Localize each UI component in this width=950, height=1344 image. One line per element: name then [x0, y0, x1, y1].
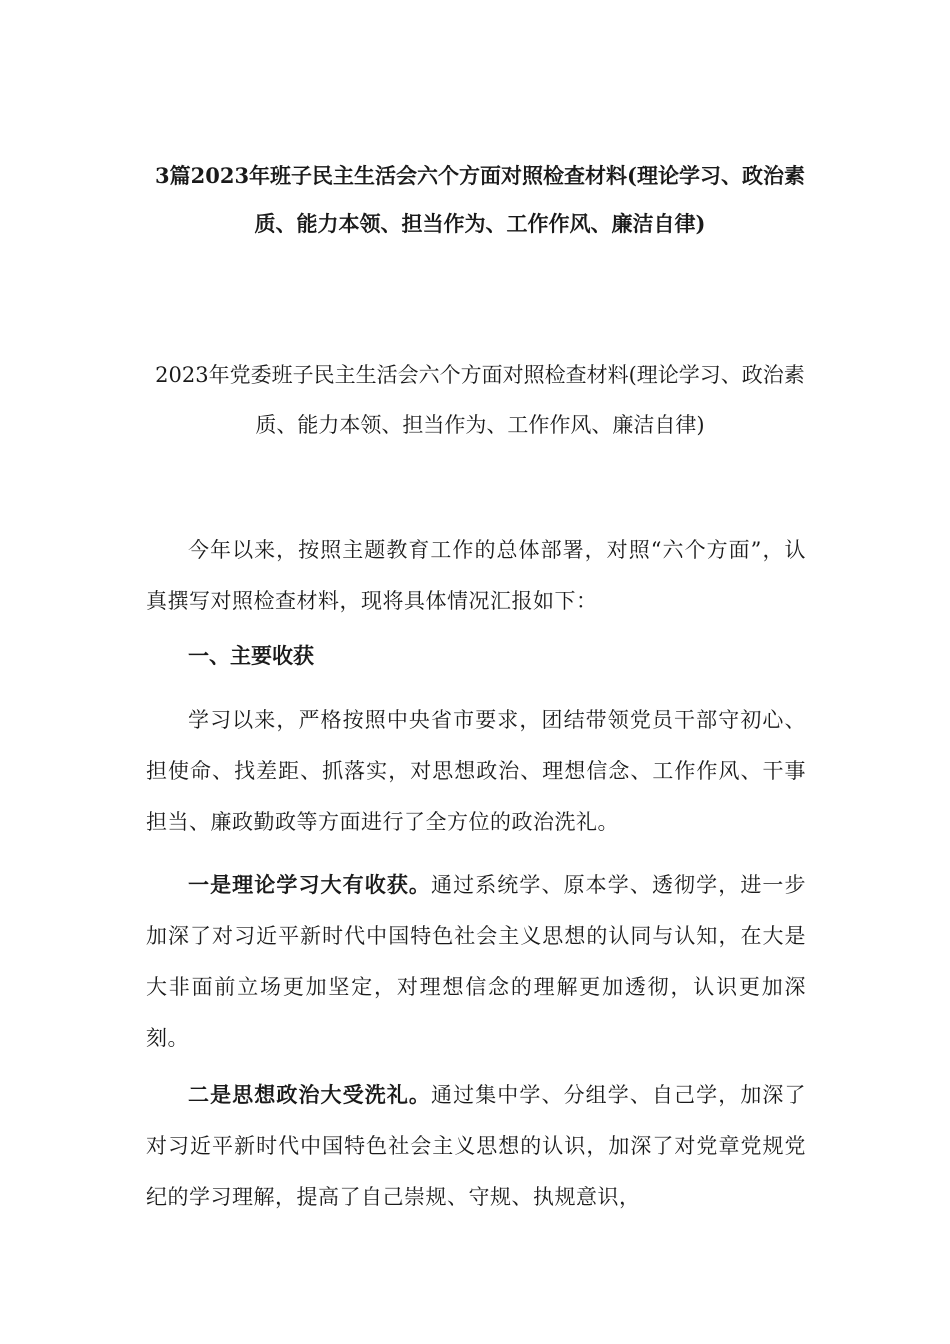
- paragraph-theory-study-text: 通过系统学、原本学、透彻学，进一步加深了对习近平新时代中国特色社会主义思想的认同与认知，在大是大非面前立场更加坚定，对理想信念的理解更加透彻，认识更加深刻。: [146, 873, 807, 1050]
- paragraph-theory-study: [146, 859, 806, 1064]
- paragraph-political-thought-text: 通过集中学、分组学、自己学，加深了对习近平新时代中国特色社会主义思想的认识，加深了对党章党规党纪的学习理解，提高了自己崇规、守规、执规意识，: [146, 1083, 807, 1209]
- document-main-title: 3篇2023年班子民主生活会六个方面对照检查材料(理论学习、政治素质、能力本领、担当作为、工作作风、廉洁自律): [155, 163, 805, 236]
- paragraph-political-thought: [146, 1069, 806, 1223]
- paragraph-political-thought-lead: 二是思想政治大受洗礼。: [188, 1082, 432, 1107]
- paragraph-main-gains: 学习以来，严格按照中央省市要求，团结带领党员干部守初心、担使命、找差距、抓落实，对思想政治、理想信念、工作作风、干事担当、廉政勤政等方面进行了全方位的政治洗礼。: [146, 708, 806, 834]
- section-heading-main-gains: 一、主要收获: [188, 643, 314, 668]
- intro-paragraph: 今年以来，按照主题教育工作的总体部署，对照“六个方面”，认真撰写对照检查材料，现将具体情况汇报如下：: [146, 538, 806, 613]
- document-sub-title: 2023年党委班子民主生活会六个方面对照检查材料(理论学习、政治素质、能力本领、担当作为、工作作风、廉洁自律): [155, 363, 805, 437]
- paragraph-theory-study-lead: 一是理论学习大有收获。: [188, 872, 432, 897]
